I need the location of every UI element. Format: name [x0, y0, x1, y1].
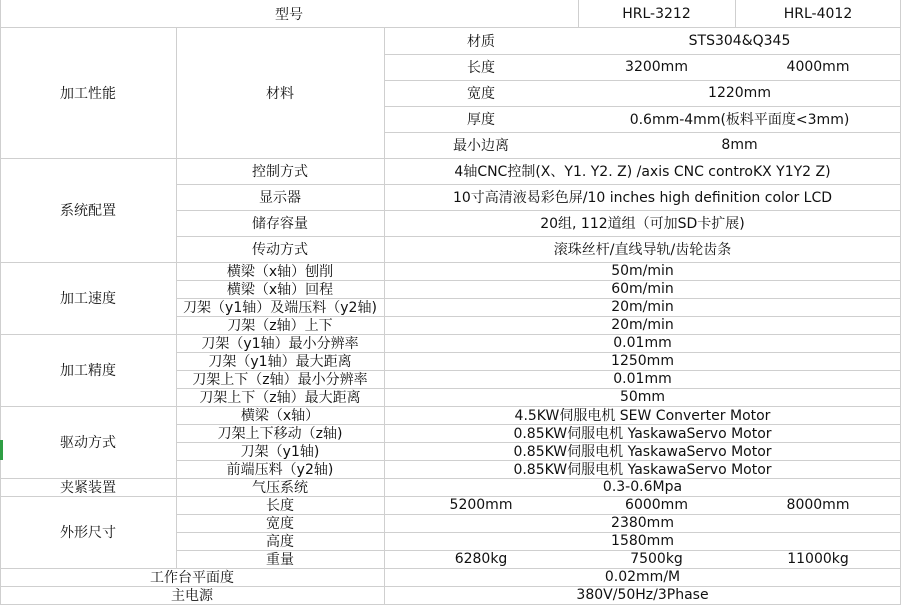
precision-row-value: 1250mm [611, 353, 674, 369]
dim-width-label: 宽度 [266, 516, 294, 532]
drive-mode-row-label: 前端压料（y2轴) [226, 462, 334, 478]
precision-row-value: 0.01mm [613, 371, 672, 387]
control-value: 4轴CNC控制(X、Y1. Y2. Z) /axis CNC controKX Y1Y2 Z) [454, 164, 831, 180]
speed-row-label: 横梁（x轴）回程 [226, 282, 334, 298]
display-label: 显示器 [259, 190, 301, 206]
drive-mode-row-value: 4.5KW伺服电机 SEW Converter Motor [514, 408, 771, 424]
drive-value: 滚珠丝杆/直线导轨/齿轮齿条 [553, 242, 732, 258]
min-edge-label: 最小边离 [453, 138, 509, 154]
clamp-group: 夹紧装置 [60, 480, 116, 496]
dim-weight-b: 7500kg [630, 551, 683, 567]
drive-mode-row-label: 刀架（y1轴) [240, 444, 320, 460]
speed-row-label: 横梁（x轴）刨削 [226, 264, 334, 280]
power-label: 主电源 [171, 588, 213, 604]
material-group: 材料 [266, 85, 294, 102]
model-label: 型号 [275, 6, 303, 23]
dim-height-value: 1580mm [611, 533, 674, 549]
drive-mode-group: 驱动方式 [60, 435, 116, 451]
dim-width-value: 2380mm [611, 515, 674, 531]
length-label: 长度 [467, 60, 495, 76]
precision-row-value: 0.01mm [613, 335, 672, 351]
speed-row-value: 60m/min [611, 281, 674, 297]
precision-row-value: 50mm [619, 389, 666, 405]
speed-row-label: 刀架（y1轴）及端压料（y2轴) [183, 300, 377, 316]
display-value: 10寸高清液曷彩色屏/10 inches high definition color LCD [452, 190, 833, 206]
precision-row-label: 刀架上下（z轴）最大距离 [199, 390, 361, 406]
model-a: HRL-3212 [622, 5, 691, 22]
min-edge-value: 8mm [721, 137, 758, 153]
processing-group: 加工性能 [60, 85, 116, 102]
clamp-value: 0.3-0.6Mpa [602, 479, 683, 495]
precision-group: 加工精度 [60, 363, 116, 379]
drive-mode-row-value: 0.85KW伺服电机 YaskawaServo Motor [513, 426, 772, 442]
dimensions-group: 外形尺寸 [60, 525, 116, 541]
speed-row-label: 刀架（z轴）上下 [227, 318, 333, 334]
material-value: STS304&Q345 [688, 32, 791, 49]
speed-group: 加工速度 [60, 291, 116, 307]
control-label: 控制方式 [252, 164, 308, 180]
clamp-label: 气压系统 [252, 480, 308, 496]
precision-row-label: 刀架上下（z轴）最小分辨率 [192, 372, 368, 388]
dim-length-label: 长度 [266, 498, 294, 514]
dim-weight-label: 重量 [266, 552, 294, 568]
system-group: 系统配置 [60, 203, 116, 219]
dim-height-label: 高度 [266, 534, 294, 550]
thickness-value: 0.6mm-4mm(板料平面度<3mm) [629, 112, 850, 128]
material-label: 材质 [467, 33, 495, 50]
flatness-label: 工作台平面度 [150, 570, 234, 586]
drive-mode-row-value: 0.85KW伺服电机 YaskawaServo Motor [513, 462, 772, 478]
thickness-label: 厚度 [467, 112, 495, 128]
drive-mode-row-label: 刀架上下移动（z轴) [217, 426, 343, 442]
power-value: 380V/50Hz/3Phase [576, 587, 709, 603]
dim-length-c: 8000mm [786, 497, 850, 513]
speed-row-value: 20m/min [611, 299, 674, 315]
storage-value: 20组, 112道组（可加SD卡扩展) [540, 216, 745, 232]
width-label: 宽度 [467, 86, 495, 102]
model-b: HRL-4012 [783, 5, 853, 22]
length-b: 4000mm [786, 59, 850, 75]
dim-length-b: 6000mm [625, 497, 688, 513]
speed-row-value: 50m/min [611, 263, 674, 279]
length-a: 3200mm [625, 59, 688, 75]
dim-length-a: 5200mm [449, 497, 513, 513]
precision-row-label: 刀架（y1轴）最大距离 [208, 354, 352, 370]
storage-label: 储存容量 [252, 216, 308, 232]
dim-weight-c: 11000kg [787, 551, 849, 567]
precision-row-label: 刀架（y1轴）最小分辨率 [201, 336, 359, 352]
drive-mode-row-value: 0.85KW伺服电机 YaskawaServo Motor [513, 444, 772, 460]
drive-label: 传动方式 [252, 242, 308, 258]
dim-weight-a: 6280kg [454, 551, 508, 567]
width-value: 1220mm [708, 85, 771, 101]
flatness-value: 0.02mm/M [604, 569, 681, 585]
speed-row-value: 20m/min [611, 317, 674, 333]
drive-mode-row-label: 横梁（x轴） [240, 408, 320, 424]
